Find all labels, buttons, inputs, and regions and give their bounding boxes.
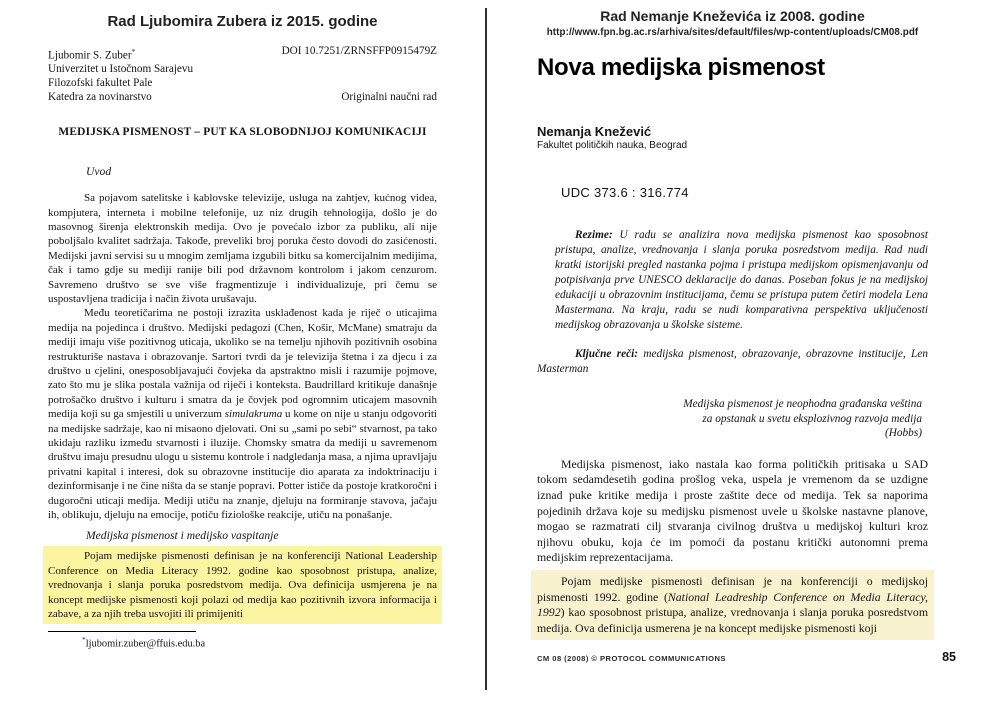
left-section-heading-uvod: Uvod	[86, 165, 112, 179]
abstract-text: U radu se analizira nova medijska pismenost kao sposobnost pristupa, analize, vrednovanja i slanja poruka posredstvom medija. Rad nudi kratki istorijski pregled nastanka pojma i pristupa medijskom opismenjavanju od potpisivanja prve UNESCO deklaracije do danas. Poseban fokus je na medijskoj edukaciji u obrazovnim institucijama, čemu se pristupa putem četiri modela Lena Mastermana. Na kraju, radu se nudi komparativna perspektiva uključenosti medijskog obrazovanja u školske sisteme.	[555, 229, 928, 331]
right-abstract	[555, 228, 928, 333]
abstract-label: Rezime:	[575, 229, 613, 241]
epigraph-line: za opstanak u svetu eksplozivnog razvoja medija	[702, 412, 922, 425]
paragraph-text: u kome on nije u stanju odgovoriti na medijske sadržaje, kao ni misaono djelovati. Oni su „sami po sebi“ stvarnost, pa tako ukidaju razliku između stvarnosti i iluzije. Chomsky smatra da mediji u savremenom društvu imaju presudnu ulogu u sistemu kontrole i nadgledanja masa, a njima upravljaju privatni kapital i interesi, dok su obrazovne institucije dio aparata za indoktrinaciju i dezinformisanje i ne čine ništa da se stanje popravi. Potter ističe da postoje kratkoročni i dugoročni uticaji medija. Mediji utiču na znanje, djeluju na formiranje stavova, jačaju ih, oblikuju, djeluju na emocije, potiču fiziološke reakcije, utiču na ponašanje.	[48, 408, 437, 522]
journal-credit: CM 08 (2008) © PROTOCOL COMMUNICATIONS	[537, 654, 726, 664]
left-footnote-email: *ljubomir.zuber@ffuis.edu.ba	[82, 635, 206, 650]
left-author-block	[48, 45, 193, 104]
left-paragraph-2	[48, 306, 437, 522]
footnote-marker: *	[82, 635, 86, 645]
right-epigraph	[537, 397, 922, 441]
right-page	[487, 0, 1000, 706]
right-paragraph-1: Medijska pismenost, iako nastala kao forma političkih pritisaka u SAD tokom sedamdesetih godina prošlog veka, uspela je vremenom da se uzdigne iznad puke kritike medija i proste zaštite dece od medija. Tek sa naporima pojedinih država koje su medijsku pismenost uvele u školske nastavne planove, mogao se razmatrati cilj stvaranja civilnog društva u medijskoj kulturi kroz njihovu obuku, koja će im pomoći da postanu kritički autonomni prema medijskim reprezentacijama.	[537, 456, 928, 565]
left-author-name: Ljubomir S. Zuber*	[48, 47, 136, 62]
left-affiliation-line: Katedra za novinarstvo	[48, 90, 152, 103]
keywords-text: medijska pismenost, obrazovanje, obrazovne institucije, Len Masterman	[537, 348, 928, 375]
right-page-footer	[537, 650, 956, 664]
italic-term: simulakruma	[224, 408, 283, 421]
paragraph-text: Među teoretičarima ne postoji izrazita usklađenost kada je riječ o uticajima medija na pojedinca i društvo. Medijski pedagozi (Chen, Košir, McMane) smatraju da mediji imaju više pozitivnog uticaja, ukoliko se na temelju njihovih pozitivnih osobina restrukturiše nastava i obrazovanje. Sartori tvrdi da je televizija štetna i za djecu i za društvo u cjelini, onesposobljavajući čovjeka da apstraktno misli i razumije pojmove, zato što mu je slika postala važnija od riječi i konteksta. Baudrillard kritikuje današnje potrošačko društvo i kulturu i smatra da je čovjek pod ogromnim uticajem masovnih medija koji su ga smjestili u univerzum	[48, 307, 437, 421]
left-meta-right	[282, 45, 437, 104]
left-meta-block	[48, 45, 437, 104]
right-author-name: Nemanja Knežević	[537, 124, 652, 139]
left-page-banner: Rad Ljubomira Zubera iz 2015. godine	[107, 13, 378, 30]
right-page-banner-block	[517, 8, 948, 38]
epigraph-line: Medijska pismenost je neophodna građanska veština	[683, 398, 922, 410]
paragraph-text: Pojam medijske pismenosti definisan je na konferenciji o medijskoj pismenosti 1992. godine (	[537, 573, 928, 604]
right-source-url: http://www.fpn.bg.ac.rs/arhiva/sites/default/files/wp-content/uploads/CM08.pdf	[546, 27, 919, 38]
left-paragraph-1: Sa pojavom satelitske i kablovske televizije, usluga na zahtjev, kućnog videa, kompjutera, interneta i mobilne telefonije, uz niz drugih tehnologija, došlo je do masovnog širenja elektronskih medija. Ovo je povećalo izbor za publiku, ali nije poboljšalo kvalitet sadržaja. Takođe, preveliki broj poruka često dovodi do zasićenosti. Medijski javni servisi su u mnogim zemljama izgubili bitku sa komercijalnim medijima, čak i tamo gdje su mediji ranije bili pod državnom kontrolom i jakom cenzurom. Savremeno društvo se sve više fragmentizuje i individualizuje, pri čemu se uspostavljena tradicija i način života urušavaju.	[48, 192, 437, 305]
right-highlighted-paragraph	[531, 570, 934, 640]
left-section-heading-2: Medijska pismenost i medijsko vaspitanje	[86, 529, 279, 543]
epigraph-attribution: (Hobbs)	[884, 427, 922, 440]
left-affiliation-line: Filozofski fakultet Pale	[48, 76, 153, 89]
italic-conference-name: National Leadreship Conference on Media Literacy, 1992	[537, 589, 928, 620]
paragraph-text: ) kao sposobnost pristupa, analize, vrednovanja i slanja poruka posredstvom medija. Ova definicija usmerena je na koncept medijske pismenosti koji	[537, 605, 928, 635]
left-page	[0, 0, 485, 706]
left-affiliation-line: Univerzitet u Istočnom Sarajevu	[48, 63, 194, 76]
page-number: 85	[942, 650, 956, 665]
left-article-title: MEDIJSKA PISMENOST – PUT KA SLOBODNIJOJ KOMUNIKACIJI	[58, 126, 427, 139]
left-highlighted-paragraph: Pojam medijske pismenosti definisan je na konferenciji National Leadership Conference on Media Literacy 1992. godine kao sposobnost pristupa, analize, vrednovanja i slanja poruka posredstvom medija. Ova definicija usmjerena je na koncept medijske pismenosti koji polazi od medija kao pozitivnih izvora informacija i zabave, a za njih treba usvojiti ili primijeniti	[43, 546, 442, 624]
footnote-rule	[48, 631, 196, 632]
right-page-banner: Rad Nemanje Kneževića iz 2008. godine	[600, 8, 865, 24]
left-doi: DOI 10.7251/ZRNSFFP0915479Z	[281, 45, 437, 57]
right-udc-number: UDC 373.6 : 316.774	[561, 185, 689, 200]
author-footnote-marker: *	[131, 47, 136, 56]
right-article-title: Nova medijska pismenost	[537, 54, 825, 81]
left-article-type: Originalni naučni rad	[341, 90, 437, 103]
keywords-label: Ključne reči:	[575, 348, 639, 360]
right-keywords	[537, 347, 928, 377]
left-footnote	[48, 631, 437, 649]
right-author-affiliation: Fakultet političkih nauka, Beograd	[537, 140, 688, 151]
